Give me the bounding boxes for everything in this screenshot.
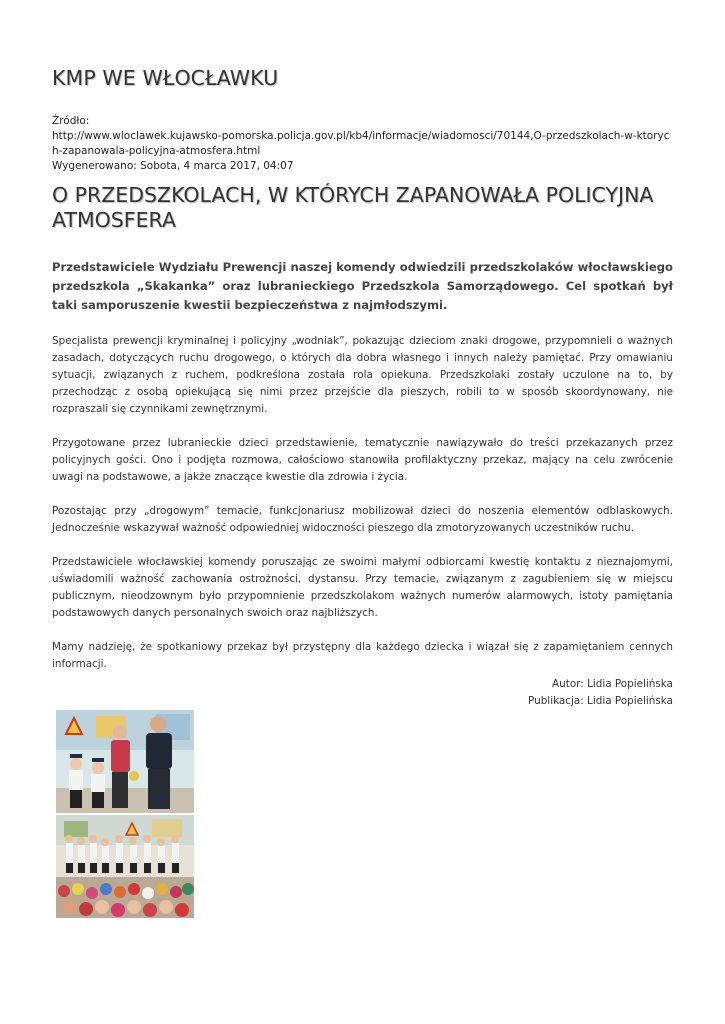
article-paragraph: Przedstawiciele włocławskiej komendy poruszając ze swoimi małymi odbiorcami kwestię kontaktu z nieznajomymi, uświadomili ważność zachowania ostrożności, dystansu. Przy temacie, związanym z zagubieniem się w miejscu publicznym, nieodzownym było przypomnienie przedszkolakom ważnych numerów alarmowych, istoty pamiętania podstawowych danych personalnych swoich oraz najbliższych. bbox=[52, 556, 673, 619]
site-title: KMP WE WŁOCŁAWKU bbox=[52, 66, 279, 90]
article-title: O PRZEDSZKOLACH, W KTÓRYCH ZAPANOWAŁA POLICYJNA ATMOSFERA bbox=[52, 183, 654, 232]
article-paragraph: Przygotowane przez lubranieckie dzieci przedstawienie, tematycznie nawiązywało do treści przekazanych przez policyjnych gości. Ono i podjęta rozmowa, całościowo stanowiła profilaktyczny przekaz, mający na celu zwrócenie uwagi na podstawowe, a jakże znaczące kwestie dla zdrowia i życia. bbox=[52, 437, 673, 483]
article-body bbox=[52, 333, 673, 690]
article-credits bbox=[52, 676, 673, 710]
source-meta bbox=[52, 114, 673, 174]
source-url[interactable]: http://www.wloclawek.kujawsko-pomorska.policja.gov.pl/kb4/informacje/wiadomosci/70144,O-przedszkolach-w-ktorych-zapanowala-policyjna-atmosfera.html bbox=[52, 130, 670, 157]
source-label: Źródło: bbox=[52, 115, 90, 127]
publisher-line: Publikacja: Lidia Popielińska bbox=[528, 695, 673, 707]
article-photo-group[interactable] bbox=[56, 815, 194, 918]
generated-date: Wygenerowano: Sobota, 4 marca 2017, 04:07 bbox=[52, 160, 294, 172]
article-paragraph: Pozostając przy „drogowym” temacie, funkcjonariusz mobilizował dzieci do noszenia elementów odblaskowych. Jednocześnie wskazywał ważność odpowiedniej widoczności pieszego dla zmotoryzowanych uczestników ruchu. bbox=[52, 505, 673, 534]
article-photo-visit[interactable] bbox=[56, 710, 194, 813]
article-paragraph: Specjalista prewencji kryminalnej i policyjny „wodniak”, pokazując dzieciom znaki drogowe, przypomnieli o ważnych zasadach, dotyczących ruchu drogowego, o których dla dobra własnego i innych należy pamiętać. Przy omawianiu sytuacji, związanych z ruchem, podkreślona została rola opiekuna. Przedszkolaki zostały uczulone na to, by przechodząc z osobą opiekującą się nimi przez przejście dla pieszych, robili to w sposób skoordynowany, nie rozpraszali się czynnikami zewnętrznymi. bbox=[52, 335, 673, 415]
article-lead: Przedstawiciele Wydziału Prewencji naszej komendy odwiedzili przedszkolaków włocławskiego przedszkola „Skakanka” oraz lubranieckiego Przedszkola Samorządowego. Cel spotkań był taki samporuszenie kwestii bezpieczeństwa z najmłodszymi. bbox=[52, 260, 673, 312]
article-paragraph: Mamy nadzieję, że spotkaniowy przekaz był przystępny dla każdego dziecka i wiązał się z zapamiętaniem cennych informacji. bbox=[52, 641, 673, 670]
author-line: Autor: Lidia Popielińska bbox=[552, 678, 673, 690]
